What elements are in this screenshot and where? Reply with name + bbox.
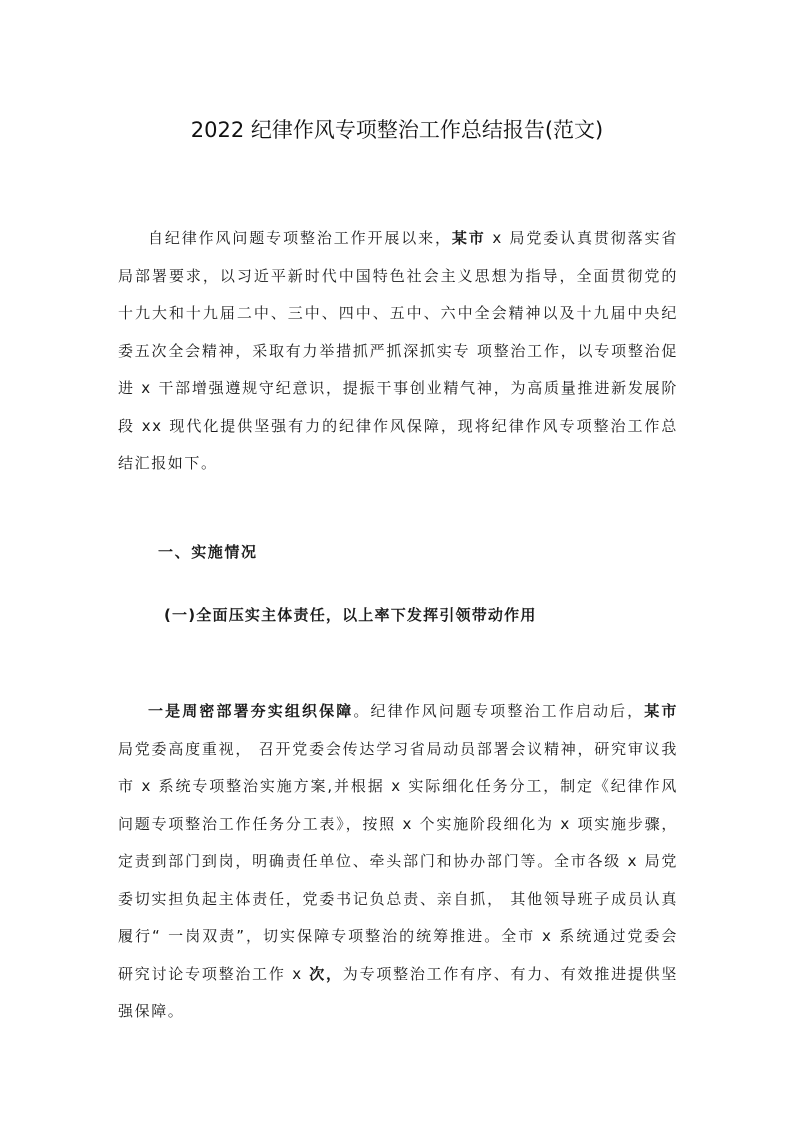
point-one-text-b: 局党委高度重视， 召开党委会传达学习省局动员部署会议精神，研究审议我市 x 系统专项整治实施方案,并根据 x 实际细化任务分工，制定《纪律作风问题专项整治工作任务分工表》，按照 x 个实施阶段细化为 x 项实施步骤，定责到部门到岗，明确责任单位、牵头部门和协办部门等。全市各级 x 局党委切实担负起主体责任，党委书记负总责、亲自抓， 其他领导班子成员认真履行“ 一岗双责”，切实保障专项整治的统筹推进。全市 x 系统通过党委会研究讨论专项整治工作 x <box>118 739 678 983</box>
section-heading-implementation: 一、实施情况 <box>158 543 258 561</box>
subsection-heading-responsibility: (一)全面压实主体责任，以上率下发挥引领带动作用 <box>164 606 537 624</box>
intro-text-rest: x 局党委认真贯彻落实省局部署要求，以习近平新时代中国特色社会主义思想为指导，全面贯彻党的十九大和十九届二中、三中、四中、五中、六中全会精神以及十九届中央纪委五次全会精神，采取有力举措抓严抓深抓实专 项整治工作，以专项整治促进 x 干部增强遵规守纪意识，提振干事创业精气神，为高质量推进新发展阶段 xx 现代化提供坚强有力的纪律作风保障，现将纪律作风专项整治工作总结汇报如下。 <box>118 229 679 472</box>
intro-paragraph <box>118 220 678 483</box>
intro-city-bold: 某市 <box>451 229 486 247</box>
point-one-paragraph <box>118 693 678 1031</box>
intro-text-start: 自纪律作风问题专项整治工作开展以来， <box>148 229 452 247</box>
point-one-text-c: 为专项整治工作有序、有力、有效推进提供坚强保障。 <box>118 964 679 1020</box>
point-one-city-bold: 某市 <box>644 702 679 720</box>
document-title: 2022 纪律作风专项整治工作总结报告(范文) <box>190 118 604 142</box>
point-one-lead: 一是周密部署夯实组织保障 <box>148 702 354 720</box>
point-one-times-bold: 次， <box>309 964 343 983</box>
point-one-text-a: 。纪律作风问题专项整治工作启动后， <box>353 702 645 720</box>
